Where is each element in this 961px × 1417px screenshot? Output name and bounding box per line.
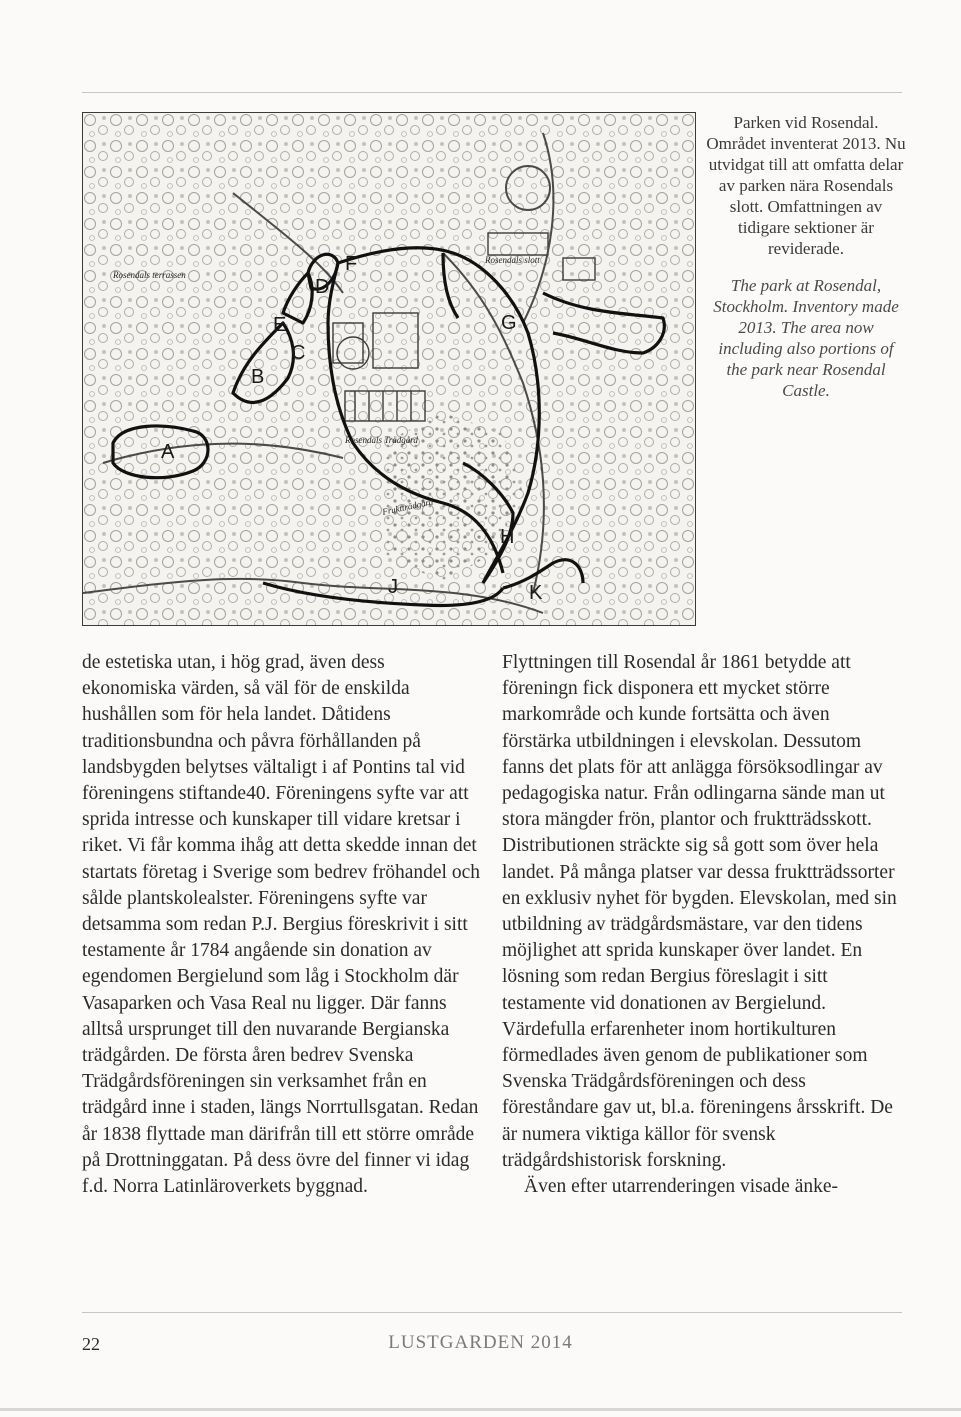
map-label-d: D (315, 276, 330, 298)
scan-edge (0, 1408, 961, 1411)
map-note-fruktradgard: Fruktträdgård (381, 496, 434, 517)
caption-swedish: Parken vid Rosendal. Området inventerat 2013. Nu utvidgat till att omfatta delar av parken nära Rosendals slott. Omfattningen av tidigare sektioner är reviderade. (706, 113, 906, 258)
map-label-a: A (161, 441, 175, 463)
map-note-slott: Rosendals slott (485, 255, 540, 265)
park-map (82, 112, 696, 626)
body-paragraph: Även efter utarrenderingen visade änke- (524, 1176, 839, 1198)
bottom-rule (82, 1312, 902, 1313)
body-column-left (82, 650, 482, 1200)
park-map-drawing (83, 113, 695, 625)
map-label-k: K (529, 582, 543, 604)
body-paragraph: de estetiska utan, i hög grad, även dess ekonomiska värden, så väl för de enskilda hushållen som för hela landet. Dåtidens traditionsbundna och påvra förhållanden på landsbygden belytses vältaligt i af Pontins tal vid föreningens stiftande40. Föreningens syfte var att sprida intresse och kunskaper till vidare kretsar i riket. Vi får komma ihåg att detta skedde innan det startats företag i Sverige som bedrev fröhandel och sålde plantskolealster. Föreningens syfte var detsamma som redan P.J. Bergius föreskrivit i sitt testamente år 1784 angående sin donation av egendomen Bergielund som låg i Stockholm där Vasaparken och Vasa Real nu ligger. Där fanns alltså ursprunget till den nuvarande Bergianska trädgården. De första åren bedrev Svenska Trädgårdsföreningen sin verksamhet från en trädgård inne i staden, längs Norrtullsgatan. Redan år 1838 flyttade man därifrån till ett större område på Drottninggatan. På dess övre del finner vi idag f.d. Norra Latinläroverkets byggnad. (82, 652, 480, 1198)
journal-name: LUSTGARDEN 2014 (388, 1332, 573, 1353)
map-label-b: B (251, 366, 265, 388)
map-label-h: H (500, 526, 515, 548)
map-note-terrassen: Rosendals terrassen (113, 270, 186, 280)
body-column-right (502, 650, 902, 1200)
map-label-f: F (345, 253, 358, 275)
body-paragraph: Flyttningen till Rosendal år 1861 betydde att föreningn fick disponera ett mycket större markområde och kunde fortsätta och även förstärka utbildningen i elevskolan. Dessutom fanns det plats för att anlägga försöksodlingar av pedagogiska natur. Från odlingarna sände man ut stora mängder frön, plantor och fruktträdsskott. Distributionen sträckte sig så gott som över hela landet. På många platser var dessa fruktträdssorter en exklusiv nyhet för bygden. Elevskolan, med sin utbildning av trädgårdsmästare, var den tidens möjlighet att sprida kunskaper över landet. En lösning som redan Bergius föreslagit i sitt testamente vid donationen av Bergielund. Värdefulla erfarenheter inom hortikulturen förmedlades även genom de publikationer som Svenska Trädgårdsföreningen och dess föreståndare gav ut, bl.a. föreningens årsskrift. De är numera viktiga källor för svensk trädgårdshistorisk forskning. (502, 652, 897, 1171)
top-rule (82, 92, 902, 93)
map-caption (706, 112, 906, 401)
map-label-c: C (291, 342, 306, 364)
map-label-e: E (273, 314, 287, 336)
page-number: 22 (82, 1334, 100, 1354)
caption-english: The park at Rosendal, Stockholm. Inventory made 2013. The area now including also portions of the park near Rosendal Castle. (713, 276, 899, 400)
map-note-tradgard: Rosendals Trädgård (345, 435, 418, 445)
map-label-j: J (388, 576, 398, 598)
map-label-g: G (501, 312, 517, 334)
